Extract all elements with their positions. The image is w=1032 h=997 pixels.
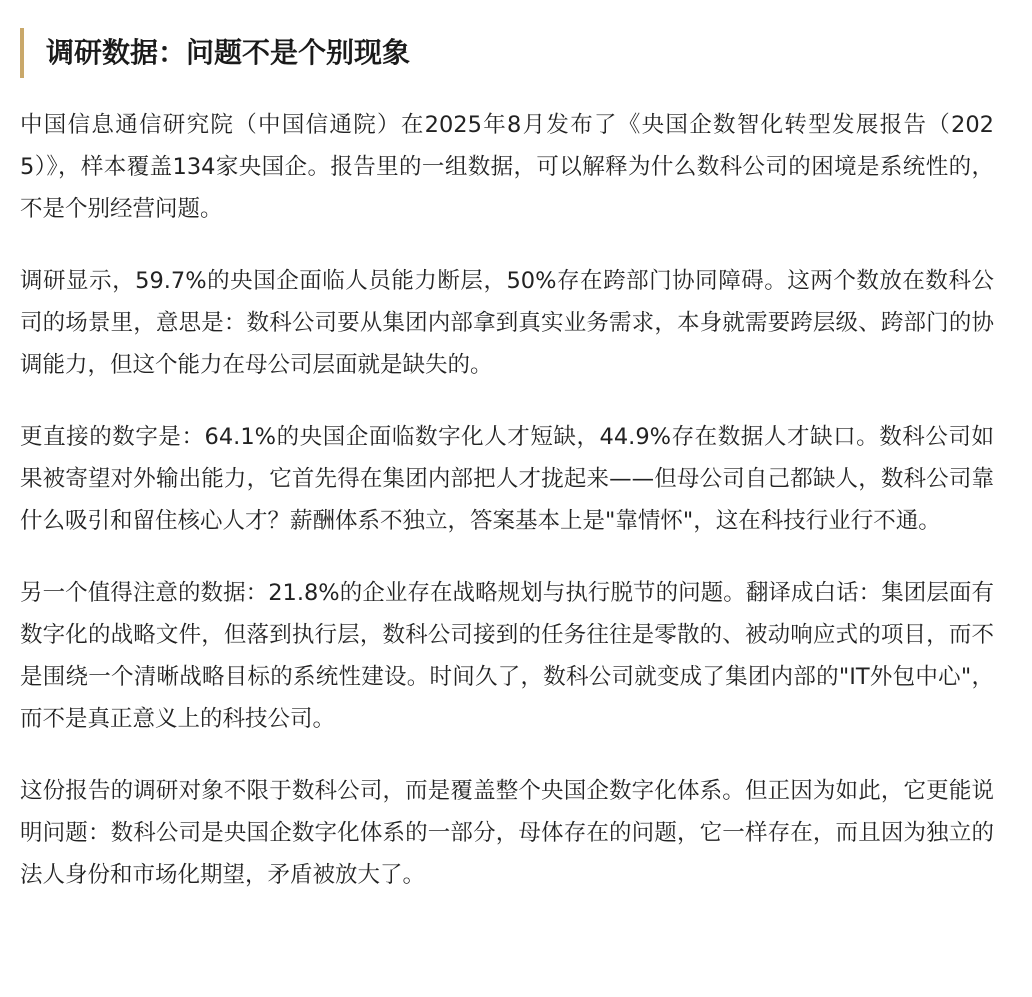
heading-accent-bar — [20, 28, 24, 78]
section-heading — [20, 28, 994, 78]
paragraph-1: 中国信息通信研究院（中国信通院）在2025年8月发布了《央国企数智化转型发展报告（2025）》，样本覆盖134家央国企。报告里的一组数据，可以解释为什么数科公司的困境是系统性的，不是个别经营问题。 — [20, 112, 994, 222]
paragraph-3: 更直接的数字是：64.1%的央国企面临数字化人才短缺，44.9%存在数据人才缺口。数科公司如果被寄望对外输出能力，它首先得在集团内部把人才拢起来——但母公司自己都缺人，数科公司靠什么吸引和留住核心人才？薪酬体系不独立，答案基本上是"靠情怀"，这在科技行业行不通。 — [20, 424, 994, 534]
section-heading-text: 调研数据：问题不是个别现象 — [46, 36, 411, 69]
paragraph-4: 另一个值得注意的数据：21.8%的企业存在战略规划与执行脱节的问题。翻译成白话：集团层面有数字化的战略文件，但落到执行层，数科公司接到的任务往往是零散的、被动响应式的项目，而不是围绕一个清晰战略目标的系统性建设。时间久了，数科公司就变成了集团内部的"IT外包中心"，而不是真正意义上的科技公司。 — [20, 580, 994, 732]
article — [0, 28, 1032, 896]
paragraph-2: 调研显示，59.7%的央国企面临人员能力断层，50%存在跨部门协同障碍。这两个数放在数科公司的场景里，意思是：数科公司要从集团内部拿到真实业务需求，本身就需要跨层级、跨部门的协调能力，但这个能力在母公司层面就是缺失的。 — [20, 268, 994, 378]
paragraph-5: 这份报告的调研对象不限于数科公司，而是覆盖整个央国企数字化体系。但正因为如此，它更能说明问题：数科公司是央国企数字化体系的一部分，母体存在的问题，它一样存在，而且因为独立的法人身份和市场化期望，矛盾被放大了。 — [20, 778, 994, 888]
